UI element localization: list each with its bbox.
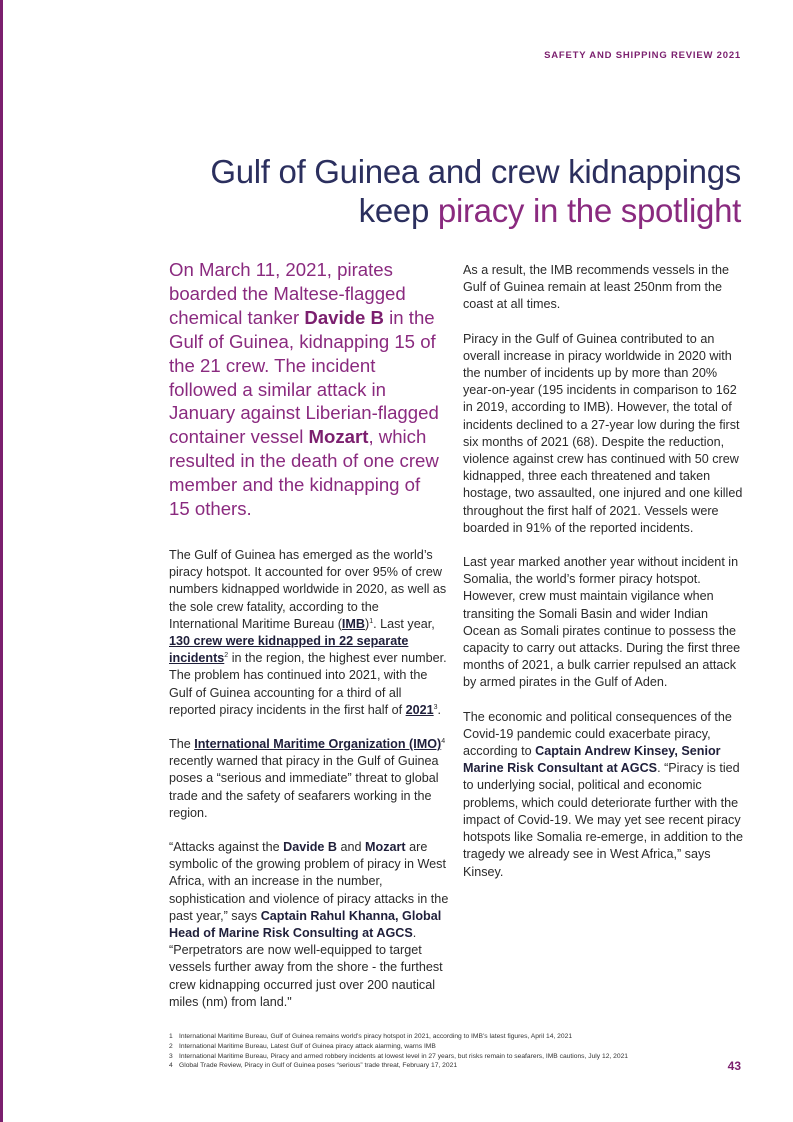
text: “Attacks against the [169,840,284,855]
footnote-number: 3 [169,1052,173,1060]
body-paragraph-7 [463,709,743,881]
text: . “Perpetrators are now well-equipped to target vessels further away from the shore - the furthest crew kidnapping occurred just over 200 nautical miles (nm) from land." [169,926,443,1009]
footnote-ref-3[interactable]: 3 [433,703,438,711]
body-paragraph-1 [169,547,449,719]
footnote-3 [169,1052,729,1062]
text: The [169,737,195,751]
bold-mozart: Mozart [365,840,406,855]
footnote-text: International Maritime Bureau, Piracy and armed robbery incidents at lowest level in 27 years, but risks remain to seafarers, IMB cautions, July 12, 2021 [179,1052,629,1060]
footnote-text: International Maritime Bureau, Latest Gulf of Guinea piracy attack alarming, warns IMB [179,1042,436,1050]
footnote-1 [169,1032,729,1042]
lead-vessel-davide-b: Davide B [304,306,384,328]
text: in the region, the highest ever number. The problem has continued into 2021, with the Gulf of Guinea accounting for a third of all reported piracy incidents in the first half of [169,651,447,717]
body-paragraph-4: As a result, the IMB recommends vessels in the Gulf of Guinea remain at least 250nm from the coast at all times. [463,263,729,312]
text: and [337,840,366,855]
right-column [463,262,743,898]
title-line-2-accent: piracy in the spotlight [437,192,741,229]
lead-text-1: On March 11, 2021, pirates boarded the Maltese-flagged chemical tanker [169,259,406,328]
body-paragraph-5: Piracy in the Gulf of Guinea contributed to an overall increase in piracy worldwide in 2020 with the number of incidents up by more than 20% year-on-year (195 incidents in comparison to 162 in 2019, according to IMB). However, the total of incidents declined to a 27-year low during the first six months of 2021 (68). Despite the reduction, violence against crew has continued with 50 crew kidnapped, three each threatened and taken hostage, two assaulted, one injured and one killed throughout the first half of 2021. Vessels were boarded in 91% of the reported incidents. [463,331,743,535]
lead-text-3: , which resulted in the death of one crew member and the kidnapping of 15 others. [169,426,439,520]
text: ) [365,616,370,631]
bold-kinsey: Captain Andrew Kinsey, Senior Marine Risk Consultant at AGCS [463,744,721,776]
page-title [210,152,741,230]
lead-vessel-mozart: Mozart [308,426,369,448]
footnote-ref-4[interactable]: 4 [441,737,446,745]
footnote-text: Global Trade Review, Piracy in Gulf of Guinea poses “serious” trade threat, February 17, 2021 [179,1062,458,1070]
body-paragraph-6: Last year marked another year without incident in Somalia, the world’s former piracy hotspot. However, crew must maintain vigilance when transiting the Somali Basin and wider Indian Ocean as Somali pirates continue to possess the capacity to carry out attacks. During the first three months of 2021, a bulk carrier repulsed an attack by armed pirates in the Gulf of Aden. [463,555,741,690]
footnote-number: 1 [169,1033,173,1040]
text: The Gulf of Guinea has emerged as the world’s piracy hotspot. It accounted for over 95% of crew numbers kidnapped worldwide in 2020, as well as the sole crew fatality, according to the International Maritime Bureau ( [169,547,447,631]
bold-khanna: Captain Rahul Khanna, Global Head of Marine Risk Consulting at AGCS [169,908,442,941]
text: are symbolic of the growing problem of piracy in West Africa, with an increase in the number, sophistication and violence of piracy attacks in the past year,” says [169,840,449,923]
imb-link[interactable]: IMB [341,616,365,631]
footnotes [169,1032,729,1071]
text: recently warned that piracy in the Gulf of Guinea poses a “serious and immediate” threat to global trade and the safety of seafarers working in the region. [169,754,439,820]
left-margin-rule [0,0,3,1122]
text: . “Piracy is tied to underlying social, political and economic problems, which could deteriorate further with the impact of Covid-19. We may yet see recent piracy hotspots like Somalia re-emerge, in addition to the tragedy we already see in West Africa,” says Kinsey. [463,761,744,879]
kidnapped-crew-link[interactable]: 130 crew were kidnapped in 22 separate incidents [169,633,409,666]
footnote-number: 4 [169,1062,173,1070]
footnote-text: International Maritime Bureau, Gulf of Guinea remains world’s piracy hotspot in 2021, according to IMB’s latest figures, April 14, 2021 [179,1033,573,1040]
footnote-2 [169,1042,729,1052]
lead-text-2: in the Gulf of Guinea, kidnapping 15 of the 21 crew. The incident followed a similar attack in January against Liberian-flagged container vessel [169,306,439,448]
bold-davide-b: Davide B [283,840,338,855]
page-number: 43 [727,1059,741,1073]
running-head: SAFETY AND SHIPPING REVIEW 2021 [544,50,741,61]
body-paragraph-3 [169,839,449,1011]
year-2021-link[interactable]: 2021 [405,702,434,717]
text: The economic and political consequences of the Covid-19 pandemic could exacerbate piracy, according to [463,709,732,759]
lead-paragraph [169,258,444,521]
footnote-ref-1[interactable]: 1 [369,617,374,625]
text: . [437,702,442,717]
text: . Last year, [373,616,435,631]
footnote-4 [169,1061,729,1071]
title-line-2-plain: keep [358,192,438,229]
left-column [169,258,449,1028]
footnote-number: 2 [169,1042,173,1050]
footnote-ref-2[interactable]: 2 [224,652,229,659]
title-line-1: Gulf of Guinea and crew kidnappings [210,153,741,190]
imo-link[interactable]: International Maritime Organization (IMO) [194,737,442,751]
body-paragraph-2 [169,736,449,822]
